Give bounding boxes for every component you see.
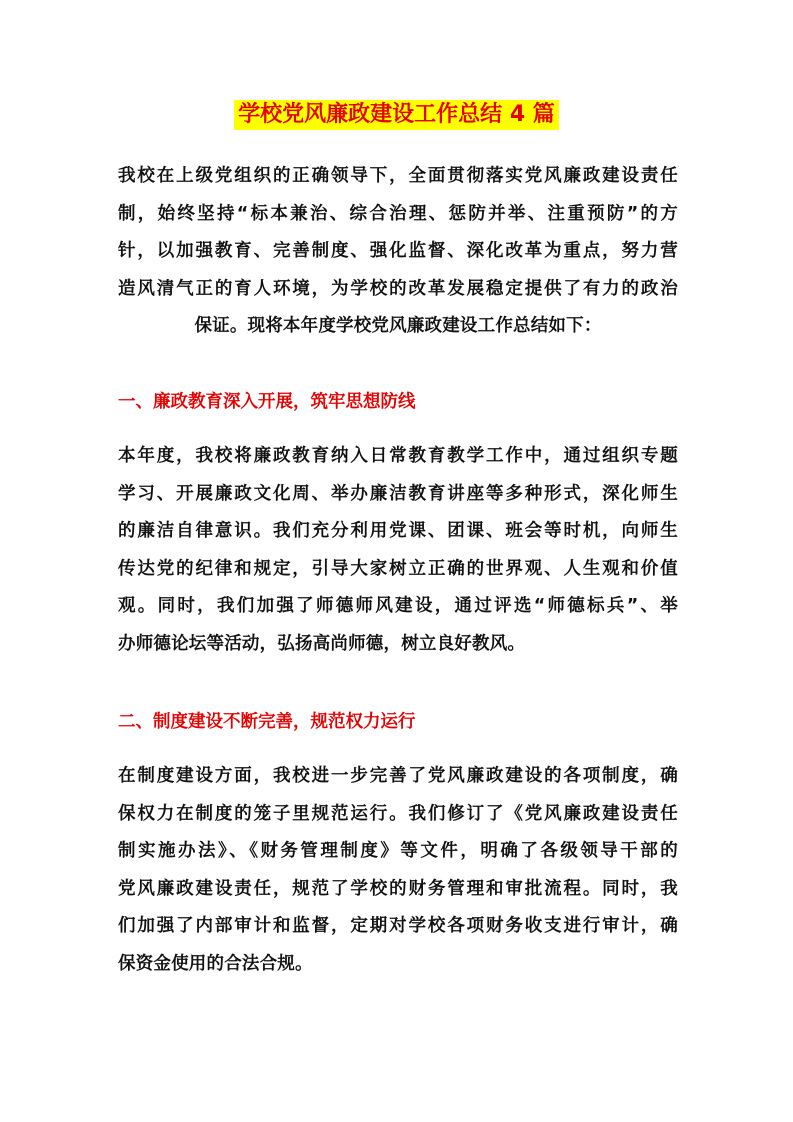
- section-heading-1: 一、廉政教育深入开展，筑牢思想防线: [118, 392, 416, 412]
- intro-paragraph: [118, 158, 678, 346]
- section-1-line: 学习、开展廉政文化周、举办廉洁教育讲座等多种形式，深化师生: [118, 483, 678, 504]
- intro-line: 保证。现将本年度学校党风廉政建设工作总结如下：: [194, 316, 602, 336]
- intro-line: 制，始终坚持“标本兼治、综合治理、惩防并举、注重预防”的方: [118, 203, 678, 224]
- section-2-line: 制实施办法》、《财务管理制度》等文件，明确了各级领导干部的: [118, 841, 678, 861]
- title-wrapper: [0, 100, 793, 130]
- intro-line: 针，以加强教育、完善制度、强化监督、深化改革为重点，努力营: [118, 241, 678, 261]
- section-1-line: 观。同时，我们加强了师德师风建设，通过评选“师德标兵”、举: [118, 596, 678, 616]
- section-1-paragraph: [118, 438, 678, 663]
- intro-line: 造风清气正的育人环境，为学校的改革发展稳定提供了有力的政治: [118, 278, 678, 299]
- section-1-line: 传达党的纪律和规定，引导大家树立正确的世界观、人生观和价值: [118, 558, 678, 579]
- section-2-line: 党风廉政建设责任，规范了学校的财务管理和审批流程。同时，我: [118, 878, 678, 899]
- section-1-line: 本年度，我校将廉政教育纳入日常教育教学工作中，通过组织专题: [118, 446, 678, 466]
- section-2-line: 在制度建设方面，我校进一步完善了党风廉政建设的各项制度，确: [118, 766, 678, 786]
- section-2-line: 保权力在制度的笼子里规范运行。我们修订了《党风廉政建设责任: [118, 803, 678, 824]
- section-2-line: 们加强了内部审计和监督，定期对学校各项财务收支进行审计，确: [118, 916, 678, 936]
- section-2-line: 保资金使用的合法合规。: [118, 953, 313, 974]
- section-1-line: 办师德论坛等活动，弘扬高尚师德，树立良好教风。: [118, 633, 526, 654]
- section-heading-2: 二、制度建设不断完善，规范权力运行: [118, 712, 416, 732]
- intro-line: 我校在上级党组织的正确领导下，全面贯彻落实党风廉政建设责任: [118, 166, 678, 186]
- section-2-paragraph: [118, 758, 678, 983]
- section-1-line: 的廉洁自律意识。我们充分利用党课、团课、班会等时机，向师生: [118, 521, 678, 541]
- document-title: 学校党风廉政建设工作总结 4 篇: [234, 100, 559, 130]
